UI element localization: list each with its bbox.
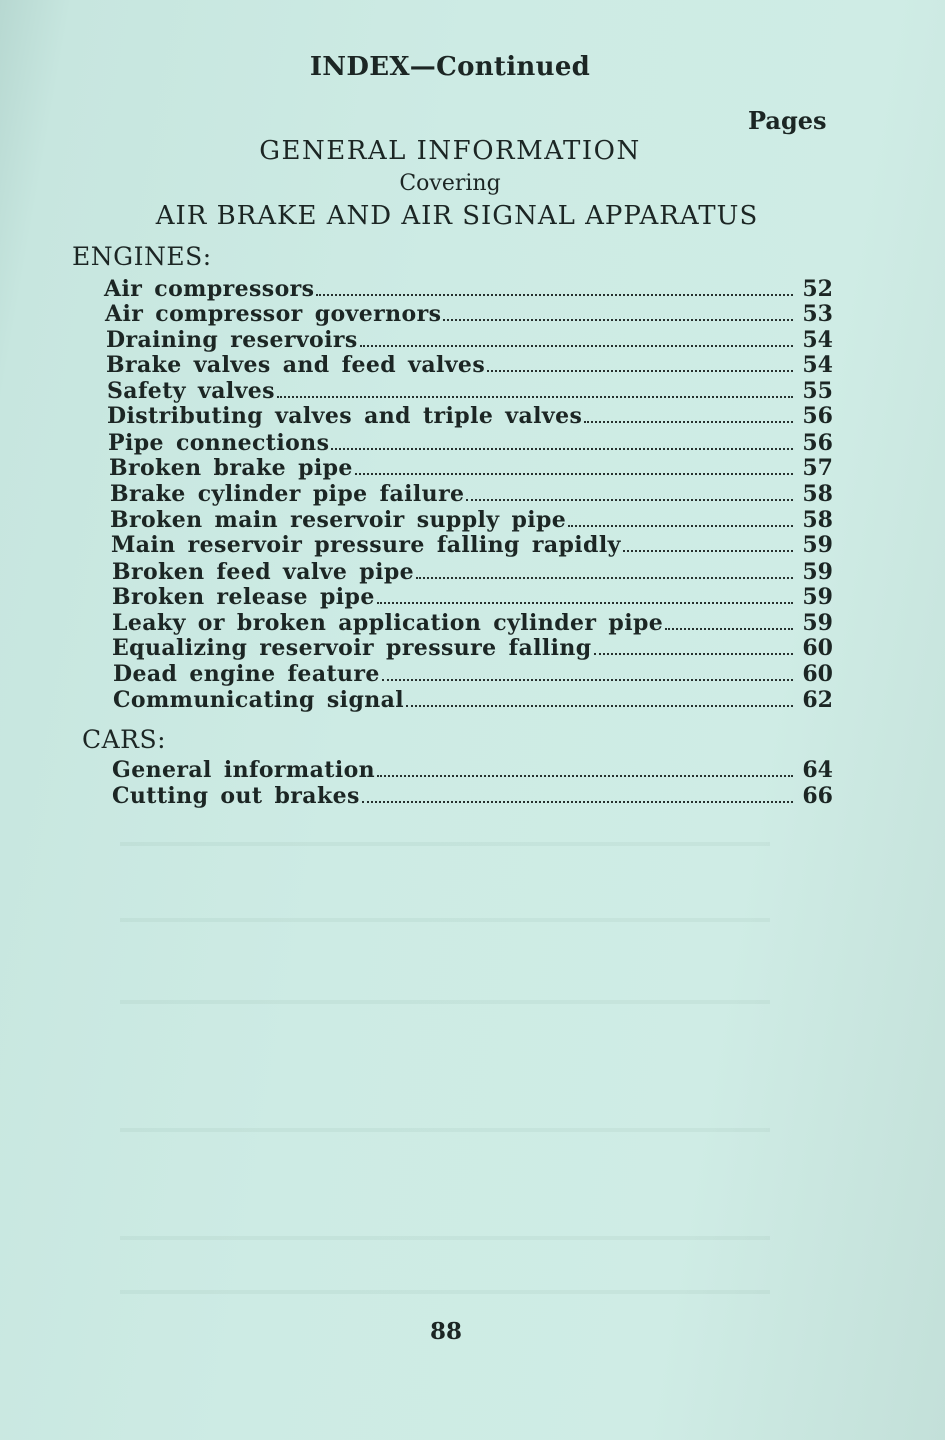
index-entry [108, 430, 833, 456]
entry-page-number: 59 [802, 610, 833, 636]
index-entry [112, 783, 833, 809]
entry-page-number: 53 [802, 301, 833, 327]
dot-leader [355, 473, 793, 475]
dot-leader [487, 370, 793, 372]
index-entry [111, 532, 833, 558]
entry-page-number: 54 [802, 352, 833, 378]
entry-label: Pipe connections [108, 430, 330, 456]
section-title: GENERAL INFORMATION [259, 136, 641, 166]
show-through-line [120, 918, 770, 922]
index-entry [106, 352, 833, 378]
index-entry [112, 610, 833, 636]
index-entry [112, 584, 833, 610]
entry-page-number: 62 [802, 687, 833, 713]
dot-leader [594, 653, 793, 655]
dot-leader [568, 525, 793, 527]
entry-page-number: 57 [802, 455, 833, 481]
dot-leader [416, 577, 793, 579]
index-entry [113, 687, 833, 713]
dot-leader [360, 345, 793, 347]
index-entry [106, 327, 833, 353]
entry-label: Brake valves and feed valves [106, 352, 486, 378]
pages-column-label: Pages [748, 106, 827, 135]
entry-label: Draining reservoirs [106, 327, 358, 353]
dot-leader [377, 775, 793, 777]
entry-label: Equalizing reservoir pressure falling [112, 635, 592, 661]
dot-leader [382, 679, 793, 681]
dot-leader [443, 319, 793, 321]
entry-page-number: 56 [802, 403, 833, 429]
entry-label: Broken release pipe [112, 584, 375, 610]
show-through-line [120, 1290, 770, 1294]
entry-page-number: 64 [802, 757, 833, 783]
index-entry [110, 481, 833, 507]
group-label-engines: ENGINES: [72, 242, 212, 271]
entry-label: Communicating signal [113, 687, 405, 713]
dot-leader [466, 499, 793, 501]
entry-label: Broken main reservoir supply pipe [110, 507, 567, 533]
entry-page-number: 56 [802, 430, 833, 456]
index-entry [105, 301, 833, 327]
entry-label: Broken feed valve pipe [112, 559, 415, 585]
index-entry [109, 455, 833, 481]
entry-label: Safety valves [107, 378, 275, 404]
section-heading: AIR BRAKE AND AIR SIGNAL APPARATUS [155, 201, 759, 231]
group-label-cars: CARS: [82, 725, 167, 754]
entry-label: Air compressors [104, 276, 315, 302]
index-entry [112, 635, 833, 661]
entry-page-number: 58 [802, 481, 833, 507]
entry-page-number: 59 [802, 532, 833, 558]
show-through-line [120, 1236, 770, 1240]
entry-page-number: 60 [802, 661, 833, 687]
show-through-line [120, 842, 770, 846]
index-entry [104, 276, 833, 302]
dot-leader [406, 705, 793, 707]
entry-label: Brake cylinder pipe failure [110, 481, 465, 507]
entry-label: Dead engine feature [113, 661, 380, 687]
dot-leader [665, 628, 793, 630]
index-entry [107, 403, 833, 429]
dot-leader [277, 396, 793, 398]
entry-page-number: 60 [802, 635, 833, 661]
entry-label: Distributing valves and triple valves [107, 403, 583, 429]
section-subtitle: Covering [399, 171, 501, 196]
entry-label: General information [112, 757, 376, 783]
entry-page-number: 52 [802, 276, 833, 302]
entry-label: Main reservoir pressure falling rapidly [111, 532, 621, 558]
entry-page-number: 59 [802, 584, 833, 610]
show-through-line [120, 1128, 770, 1132]
show-through-line [120, 1000, 770, 1004]
dot-leader [584, 421, 793, 423]
entry-page-number: 55 [802, 378, 833, 404]
index-entry [113, 661, 833, 687]
entry-label: Cutting out brakes [112, 783, 360, 809]
dot-leader [331, 448, 793, 450]
dot-leader [623, 550, 793, 552]
index-entry [107, 378, 833, 404]
index-entry [112, 559, 833, 585]
index-entry [110, 507, 833, 533]
entry-page-number: 58 [802, 507, 833, 533]
page-header: INDEX—Continued [309, 52, 591, 82]
entry-label: Broken brake pipe [109, 455, 353, 481]
index-entry [112, 757, 833, 783]
page-number: 88 [430, 1318, 463, 1345]
entry-page-number: 54 [802, 327, 833, 353]
dot-leader [316, 294, 793, 296]
dot-leader [362, 801, 793, 803]
entry-label: Leaky or broken application cylinder pipe [112, 610, 664, 636]
entry-page-number: 66 [802, 783, 833, 809]
dot-leader [377, 602, 793, 604]
entry-page-number: 59 [802, 559, 833, 585]
entry-label: Air compressor governors [105, 301, 442, 327]
